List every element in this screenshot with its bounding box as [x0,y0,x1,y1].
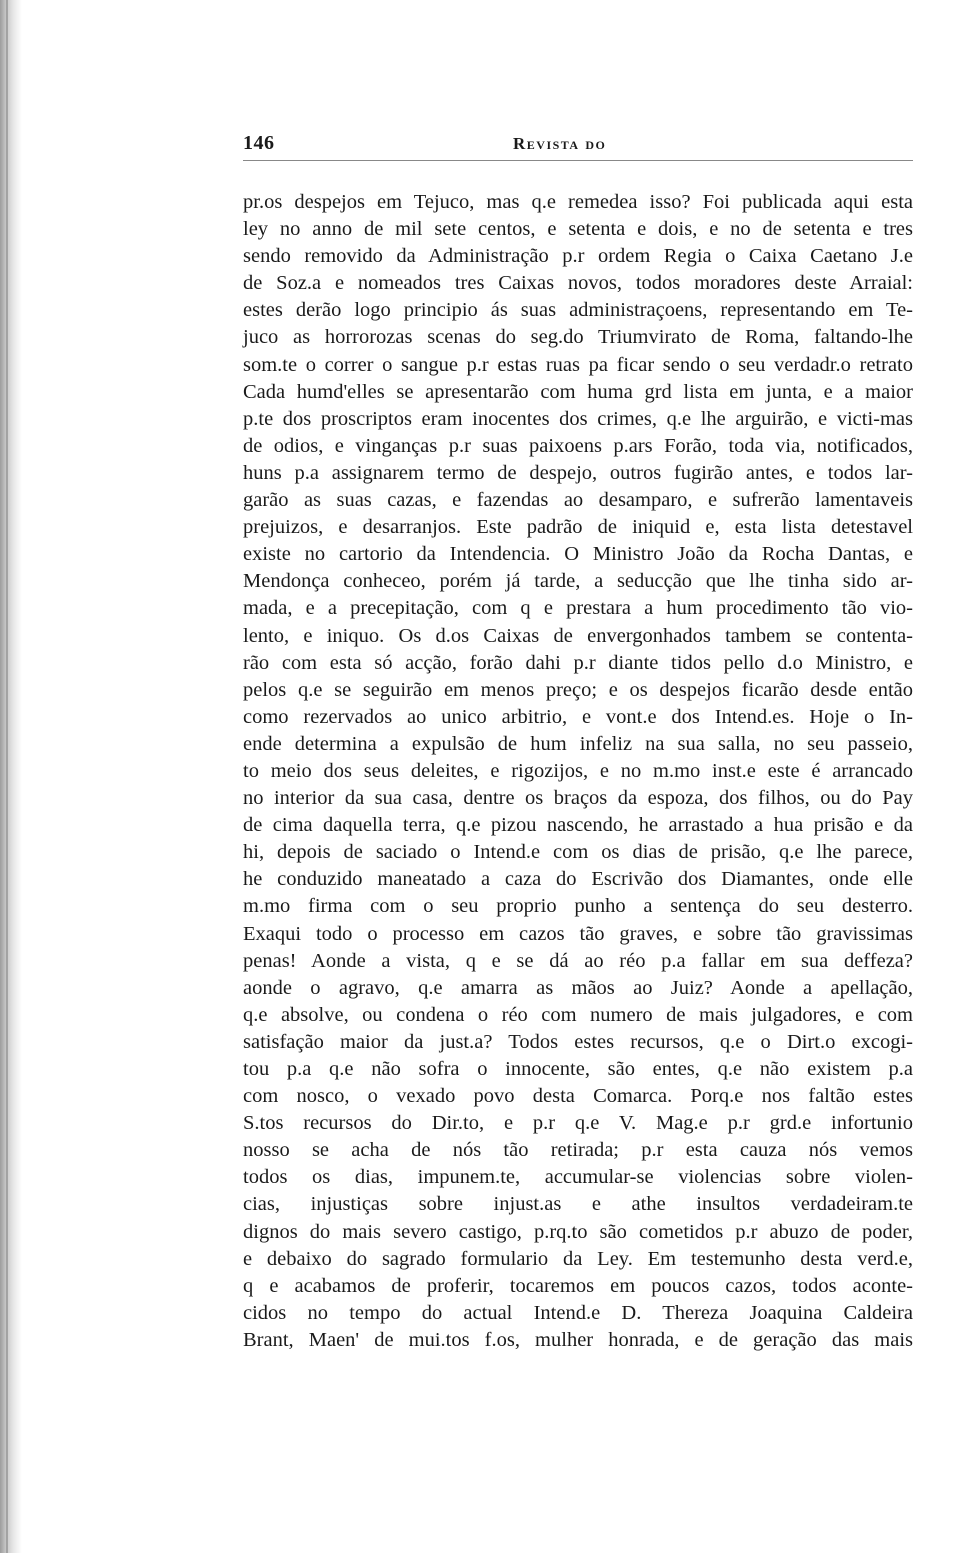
text-line: de cima daquella terra, q.e pizou nascendo, he arrastado a hua prisão e da [243,814,913,837]
text-line: satisfação maior da just.a? Todos estes recursos, q.e o Dirt.o excogi- [243,1030,913,1053]
text-line: hi, depois de saciado o Intend.e com os dias de prisão, q.e lhe parece, [243,841,913,864]
text-line: de odios, e vinganças p.r suas paixoens p.ars Forão, toda via, notificados, [243,434,913,457]
body-text [243,189,913,1354]
text-line: ende determina a expulsão de hum infeliz na sua salla, no seu passeio, [243,732,913,755]
text-line: som.te o correr o sangue p.r estas ruas pa ficar sendo o seu verdadr.o retrato [243,353,913,376]
text-line: Mendonça conheceo, porém já tarde, a seducção que lhe tinha sido ar- [243,570,913,593]
book-page [243,128,913,1354]
binding-shadow-line [6,0,8,1553]
text-line: no interior da sua casa, dentre os braços da espoza, dos filhos, ou do Pay [243,787,913,810]
text-line: q e acabamos de proferir, tocaremos em poucos cazos, todos aconte- [243,1274,913,1297]
text-line: mada, e a precepitação, com q e prestara a hum procedimento tão vio- [243,597,913,620]
page-number: 146 [243,132,275,154]
text-line: he conduzido maneatado a caza do Escrivão dos Diamantes, onde elle [243,868,913,891]
text-line: m.mo firma com o seu proprio punho a sentença do seu desterro. [243,895,913,918]
text-line: garão as suas cazas, e fazendas ao desamparo, e sufrerão lamentaveis [243,489,913,512]
text-line: e debaixo do sagrado formulario da Ley. Em testemunho desta verd.e, [243,1247,913,1270]
text-line: com nosco, o vexado povo desta Comarca. Porq.e nos faltão estes [243,1085,913,1108]
text-line: huns p.a assignarem termo de despejo, outros fugirão antes, e todos lar- [243,461,913,484]
text-line: prejuizos, e desarranjos. Este padrão de iniquid e, esta lista detestavel [243,516,913,539]
text-line: Exaqui todo o processo em cazos tão graves, e sobre tão gravissimas [243,922,913,945]
text-line: de Soz.a e nomeados tres Caixas novos, todos moradores deste Arraial: [243,272,913,295]
text-line: pr.os despejos em Tejuco, mas q.e remedea isso? Foi publicada aqui esta [243,191,913,213]
text-line: p.te dos proscriptos eram inocentes dos crimes, q.e lhe arguirão, e victi-mas [243,407,913,430]
text-line: tou p.a q.e não sofra o innocente, são entes, q.e não existem p.a [243,1058,913,1080]
text-line: to meio dos seus deleites, e rigozijos, e no m.mo inst.e este é arrancado [243,759,913,782]
text-line: estes derão logo principio ás suas administraçoens, representando em Te- [243,299,913,322]
text-line: dignos do mais severo castigo, p.rq.to são cometidos p.r abuzo de poder, [243,1220,913,1243]
running-head [243,128,913,160]
text-line: como rezervados ao unico arbitrio, e vont.e dos Intend.es. Hoje o In- [243,705,913,728]
text-line: penas! Aonde a vista, q e se dá ao réo p.a fallar em sua deffeza? [243,949,913,972]
text-line: cias, injustiças sobre injust.as e athe insultos verdadeiram.te [243,1193,913,1216]
text-line: q.e absolve, ou condena o réo com numero de mais julgadores, e com [243,1003,913,1026]
text-line: todos os dias, impunem.te, accumular-se violencias sobre violen- [243,1166,913,1189]
text-line: Cada humd'elles se apresentarão com huma grd lista em junta, e a maior [243,380,913,403]
text-line: juco as horrorozas scenas do seg.do Triumvirato de Roma, faltando-lhe [243,326,913,349]
text-line: S.tos recursos do Dir.to, e p.r q.e V. Mag.e p.r grd.e infortunio [243,1112,913,1135]
text-line: lento, e iniquo. Os d.os Caixas de envergonhados tambem se contenta- [243,624,913,647]
book-binding-edge [0,0,22,1553]
text-line: existe no cartorio da Intendencia. O Ministro João da Rocha Dantas, e [243,543,913,566]
text-line: Brant, Maen' de mui.tos f.os, mulher honrada, e de geração das mais [243,1328,913,1351]
text-line: nosso se acha de nós tão retirada; p.r esta cauza nós vemos [243,1139,913,1162]
text-line: aonde o agravo, q.e amarra as mãos ao Juiz? Aonde a apellação, [243,976,913,999]
running-title: Revista do [513,134,607,153]
header-rule [243,160,913,161]
text-line: sendo removido da Administração p.r ordem Regia o Caixa Caetano J.e [243,245,913,268]
text-line: ley no anno de mil sete centos, e setenta e dois, e no de setenta e tres [243,218,913,241]
text-line: pelos q.e se seguirão em menos preço; e os despejos ficarão desde então [243,678,913,701]
text-line: rão com esta só acção, forão dahi p.r diante tidos pello d.o Ministro, e [243,651,913,674]
text-line: cidos no tempo do actual Intend.e D. Thereza Joaquina Caldeira [243,1301,913,1324]
